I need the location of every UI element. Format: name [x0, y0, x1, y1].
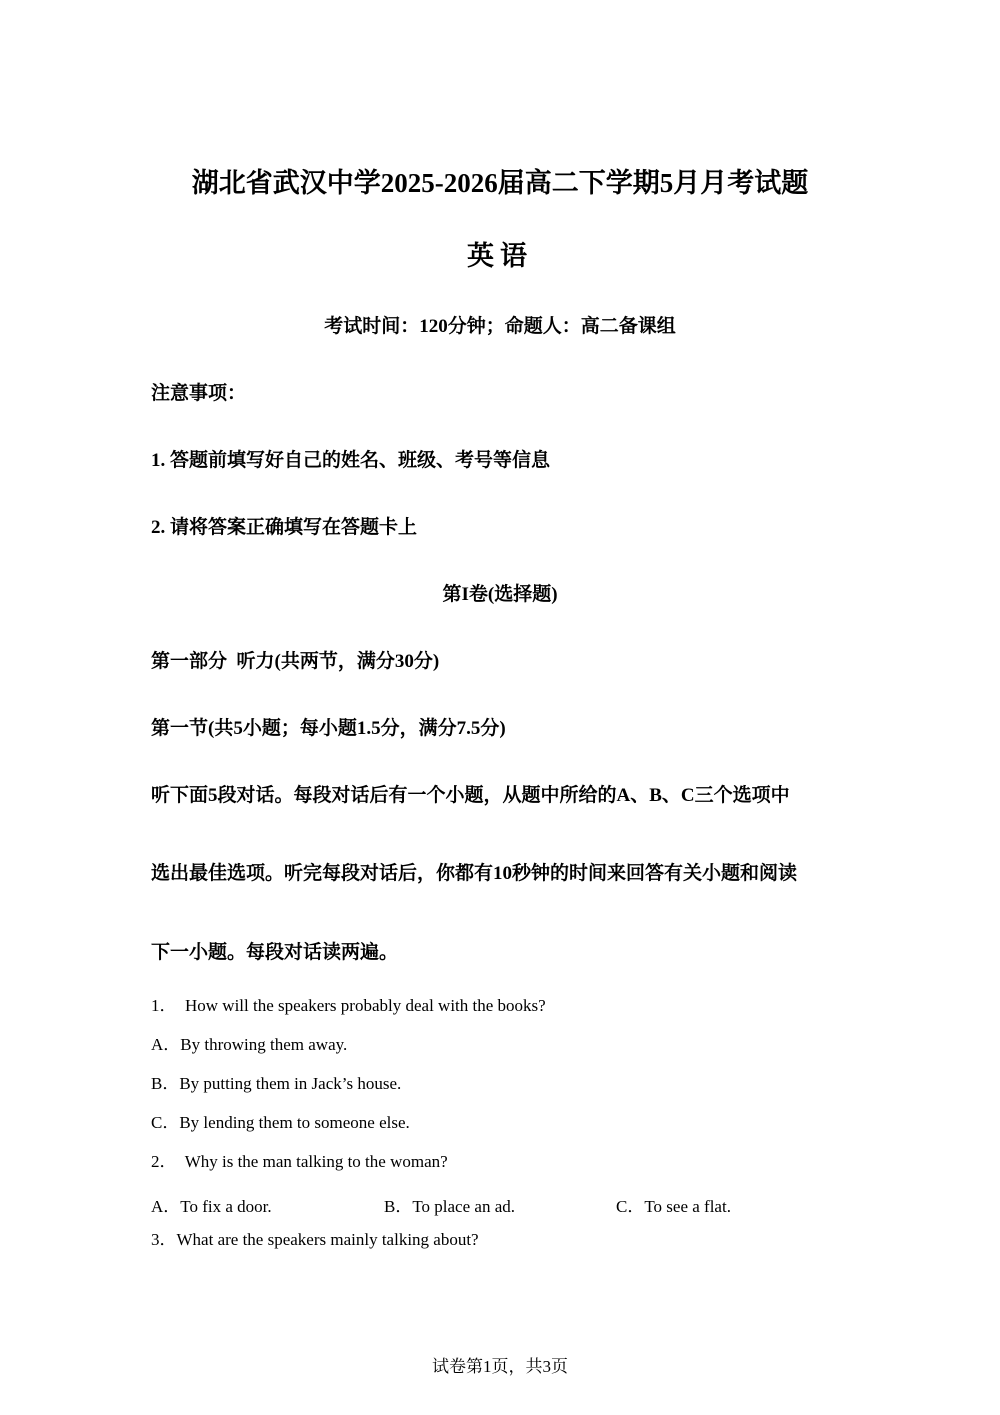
volume-title: 第I卷(选择题) — [442, 584, 558, 605]
question-option: A．To fix a door. — [151, 1197, 272, 1216]
question-stem: 2． Why is the man talking to the woman? — [151, 1152, 448, 1171]
exam-title: 湖北省武汉中学2025-2026届高二下学期5月月考试题 — [191, 168, 809, 198]
question-stem: 1． How will the speakers probably deal with the books? — [151, 996, 546, 1015]
section-title: 第一节(共5小题；每小题1.5分，满分7.5分) — [151, 718, 506, 739]
subject-title: 英语 — [467, 241, 533, 271]
question-option: B．By putting them in Jack’s house. — [151, 1074, 402, 1093]
instruction-line: 听下面5段对话。每段对话后有一个小题，从题中所给的A、B、C三个选项中 — [151, 785, 790, 806]
exam-info: 考试时间：120分钟；命题人：高二备课组 — [324, 316, 676, 337]
question-option: A．By throwing them away. — [151, 1035, 348, 1054]
note-item: 2. 请将答案正确填写在答题卡上 — [151, 517, 418, 538]
part-title: 第一部分 听力(共两节，满分30分) — [151, 651, 440, 672]
notes-heading: 注意事项： — [151, 383, 247, 404]
question-option: B．To place an ad. — [384, 1197, 515, 1216]
question-option: C．To see a flat. — [616, 1197, 731, 1216]
note-item: 1. 答题前填写好自己的姓名、班级、考号等信息 — [151, 450, 551, 471]
page-footer: 试卷第1页，共3页 — [432, 1357, 568, 1376]
instruction-line: 选出最佳选项。听完每段对话后，你都有10秒钟的时间来回答有关小题和阅读 — [151, 863, 798, 884]
question-option: C．By lending them to someone else. — [151, 1113, 410, 1132]
question-stem: 3．What are the speakers mainly talking about? — [151, 1230, 479, 1249]
instruction-line: 下一小题。每段对话读两遍。 — [151, 942, 399, 963]
